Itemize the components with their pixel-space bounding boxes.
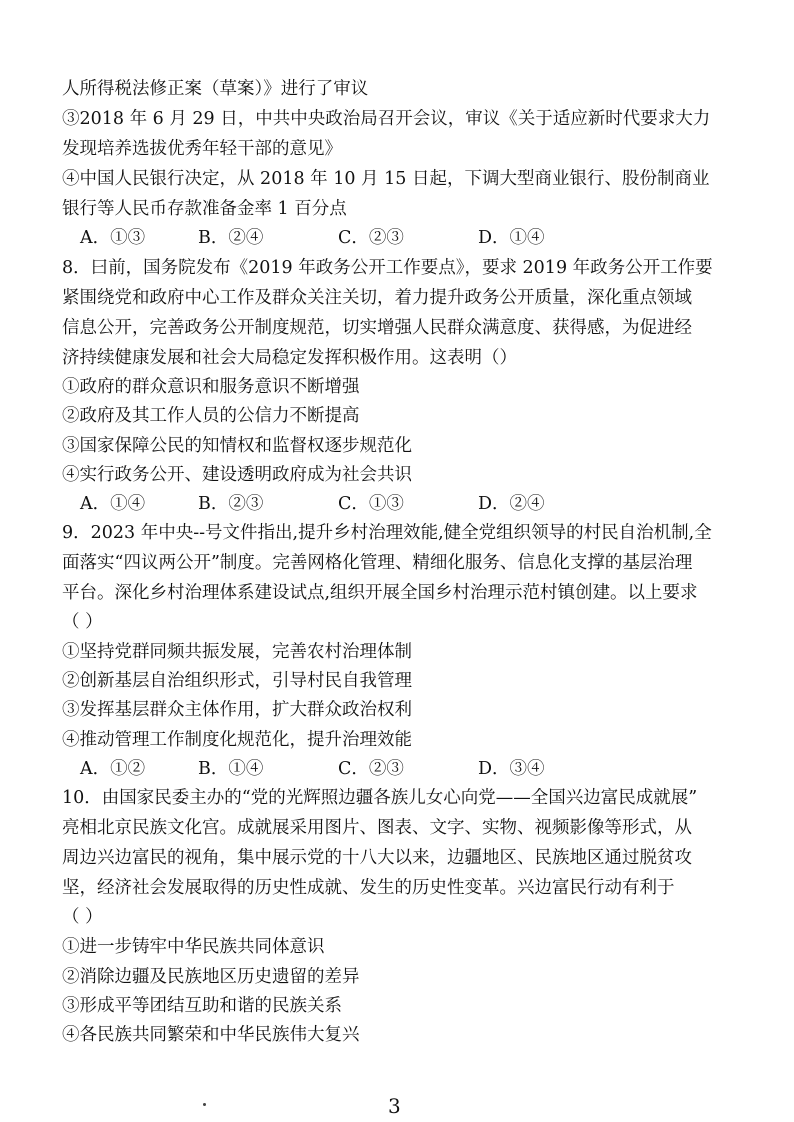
- text-line: 周边兴边富民的视角，集中展示党的十八大以来，边疆地区、民族地区通过脱贫攻: [62, 848, 692, 868]
- text-line: ①进一步铸牢中华民族共同体意识: [62, 937, 325, 957]
- text-line: 信息公开，完善政务公开制度规范，切实增强人民群众满意度、获得感，为促进经: [62, 318, 692, 338]
- q7-option-d: D．①④: [478, 228, 545, 248]
- text-line: ④中国人民银行决定，从 2018 年 10 月 15 日起，下调大型商业银行、股份制商业: [62, 169, 710, 189]
- text-line: 面落实“四议两公开”制度。完善网格化管理、精细化服务、信息化支撑的基层治理: [62, 553, 693, 573]
- q9-option-b: B．①④: [198, 759, 264, 779]
- text-line: ③国家保障公民的知情权和监督权逐步规范化: [62, 436, 412, 456]
- q8-option-c: C．①③: [338, 494, 404, 514]
- q8-option-b: B．②③: [198, 494, 264, 514]
- text-line: （ ）: [62, 612, 103, 632]
- text-line: ④各民族共同繁荣和中华民族伟大复兴: [62, 1025, 360, 1045]
- text-line: 银行等人民币存款准备金率 1 百分点: [62, 199, 347, 219]
- page-number: 3: [388, 1094, 401, 1118]
- question-10-stem: 10．由国家民委主办的“党的光辉照边疆各族儿女心向党——全国兴边富民成就展”: [62, 788, 698, 808]
- text-line: ②创新基层自治组织形式，引导村民自我管理: [62, 671, 412, 691]
- question-8-stem: 8．曰前，国务院发布《2019 年政务公开工作要点》，要求 2019 年政务公开工作要: [62, 258, 713, 278]
- text-line: （ ）: [62, 907, 103, 927]
- q7-option-b: B．②④: [198, 228, 264, 248]
- text-line: ①政府的群众意识和服务意识不断增强: [62, 377, 360, 397]
- question-9-stem: 9．2023 年中央--号文件指出,提升乡村治理效能,健全党组织领导的村民自治机制,全: [62, 523, 712, 543]
- text-line: ②消除边疆及民族地区历史遗留的差异: [62, 967, 360, 987]
- text-line: ③形成平等团结互助和谐的民族关系: [62, 996, 342, 1016]
- q9-option-a: A．①②: [80, 759, 146, 779]
- text-line: ①坚持党群同频共振发展，完善农村治理体制: [62, 642, 412, 662]
- text-line: ④实行政务公开、建设透明政府成为社会共识: [62, 465, 412, 485]
- text-line: 亮相北京民族文化宫。成就展采用图片、图表、文字、实物、视频影像等形式，从: [62, 818, 692, 838]
- q7-option-c: C．②③: [338, 228, 404, 248]
- q7-option-a: A．①③: [80, 228, 146, 248]
- text-line: 济持续健康发展和社会大局稳定发挥积极作用。这表明（）: [62, 348, 517, 368]
- stray-dot-mark: [203, 1103, 206, 1106]
- q9-option-c: C．②③: [338, 759, 404, 779]
- text-line: 人所得税法修正案（草案）》进行了审议: [62, 79, 369, 99]
- text-line: ③发挥基层群众主体作用，扩大群众政治权利: [62, 700, 412, 720]
- text-line: ②政府及其工作人员的公信力不断提高: [62, 406, 360, 426]
- text-line: 发现培养选拔优秀年轻干部的意见》: [62, 139, 342, 159]
- q8-option-d: D．②④: [478, 494, 545, 514]
- text-line: ④推动管理工作制度化规范化，提升治理效能: [62, 730, 412, 750]
- text-line: ③2018 年 6 月 29 日，中共中央政治局召开会议，审议《关于适应新时代要求大力: [62, 109, 711, 129]
- text-line: 平台。深化乡村治理体系建设试点,组织开展全国乡村治理示范村镇创建。以上要求: [62, 583, 698, 603]
- q8-option-a: A．①④: [80, 494, 146, 514]
- text-line: 紧围绕党和政府中心工作及群众关注关切，着力提升政务公开质量，深化重点领域: [62, 288, 692, 308]
- q9-option-d: D．③④: [478, 759, 545, 779]
- text-line: 坚，经济社会发展取得的历史性成就、发生的历史性变革。兴边富民行动有利于: [62, 878, 675, 898]
